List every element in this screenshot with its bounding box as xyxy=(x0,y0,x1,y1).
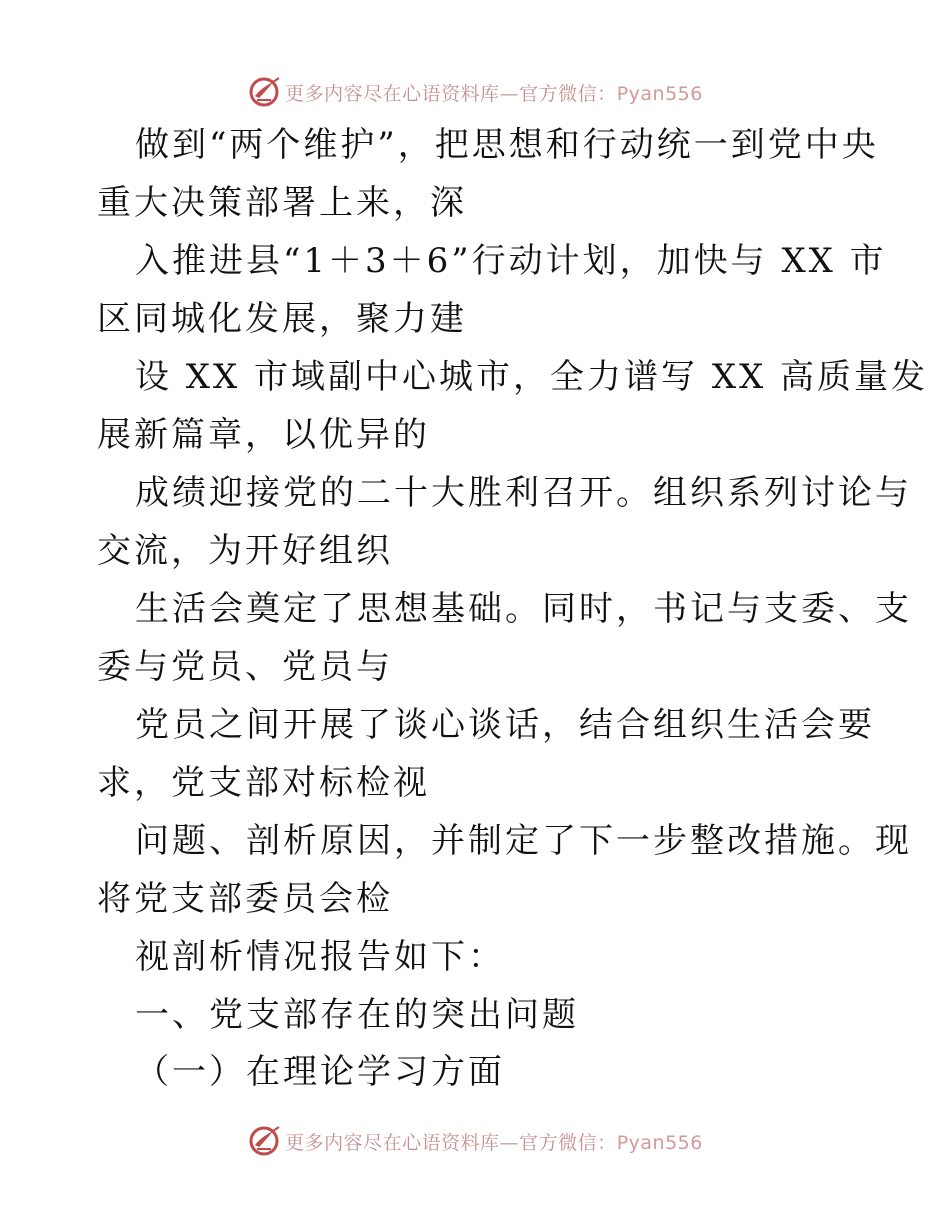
watermark-text xyxy=(285,1128,703,1155)
footer-watermark xyxy=(0,1121,950,1161)
paragraph-line: 问题、剖析原因，并制定了下一步整改措施。现 xyxy=(135,821,912,861)
paragraph-line: 区同城化发展，聚力建 xyxy=(97,299,467,339)
watermark-separator: — xyxy=(499,82,520,105)
watermark-contact-id: Pyan556 xyxy=(616,1131,703,1154)
watermark-main: 更多内容尽在心语资料库 xyxy=(285,82,500,105)
watermark-contact-label: 官方微信： xyxy=(519,1131,617,1154)
paragraph-line: 设 XX 市域副中心城市，全力谱写 XX 高质量发 xyxy=(135,357,929,397)
paragraph-line: 成绩迎接党的二十大胜利召开。组织系列讨论与 xyxy=(135,473,912,513)
paragraph-line: 交流，为开好组织 xyxy=(97,531,393,571)
section-heading: 一、党支部存在的突出问题 xyxy=(135,995,579,1035)
watermark-text xyxy=(285,79,703,106)
paragraph-line: 党员之间开展了谈心谈话，结合组织生活会要 xyxy=(135,705,875,745)
document-body xyxy=(97,116,929,1100)
watermark-separator: — xyxy=(499,1131,520,1154)
quill-book-icon xyxy=(247,74,283,110)
watermark-contact-label: 官方微信： xyxy=(519,82,617,105)
paragraph-line: 视剖析情况报告如下： xyxy=(135,937,505,977)
paragraph-line: 将党支部委员会检 xyxy=(97,879,393,919)
header-watermark xyxy=(0,72,950,112)
paragraph-line: 入推进县“1＋3＋6”行动计划，加快与 XX 市 xyxy=(135,241,887,281)
paragraph-line: 展新篇章，以优异的 xyxy=(97,415,430,455)
paragraph-line: 求，党支部对标检视 xyxy=(97,763,430,803)
watermark-contact-id: Pyan556 xyxy=(616,82,703,105)
paragraph-line: 委与党员、党员与 xyxy=(97,647,393,687)
watermark-main: 更多内容尽在心语资料库 xyxy=(285,1131,500,1154)
paragraph-line: 重大决策部署上来，深 xyxy=(97,183,467,223)
quill-book-icon xyxy=(247,1123,283,1159)
paragraph-line: 做到“两个维护”，把思想和行动统一到党中央 xyxy=(135,125,879,165)
subsection-heading: （一）在理论学习方面 xyxy=(135,1052,505,1092)
paragraph-line: 生活会奠定了思想基础。同时，书记与支委、支 xyxy=(135,589,912,629)
